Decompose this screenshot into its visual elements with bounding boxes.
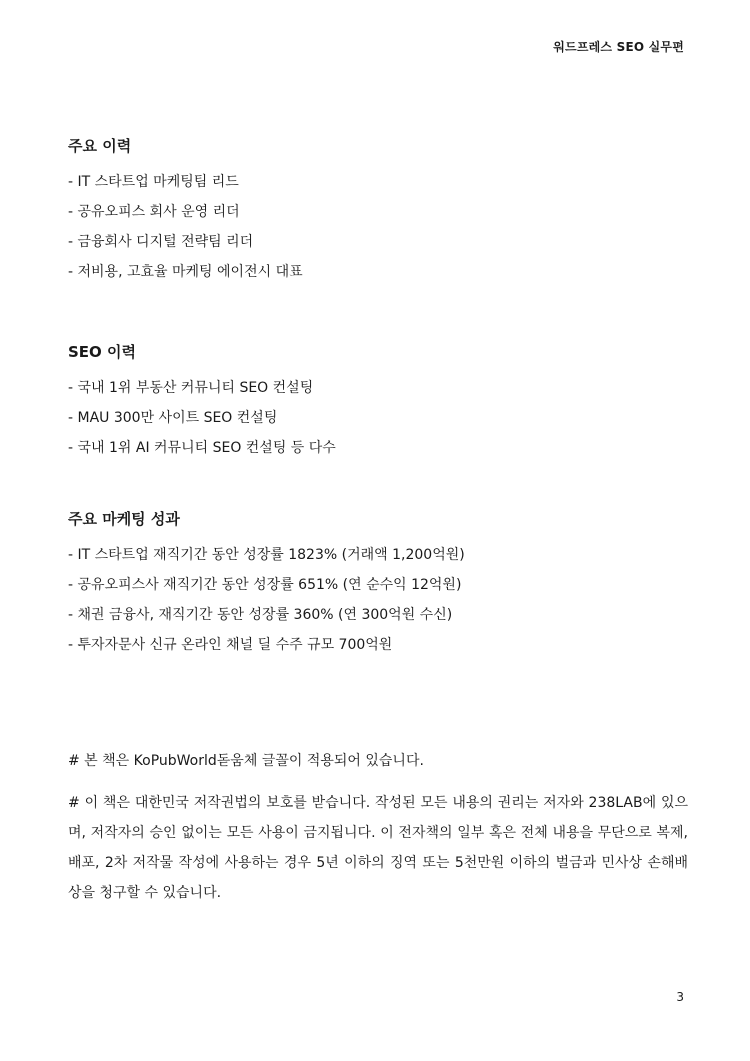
marketing-item: - 채권 금융사, 재직기간 동안 성장률 360% (연 300억원 수신) [68,607,453,623]
seo-item: - 국내 1위 부동산 커뮤니티 SEO 컨설팅 [68,380,314,396]
copyright-notice: # 이 책은 대한민국 저작권법의 보호를 받습니다. 작성된 모든 내용의 권리는 저자와 238LAB에 있으며, 저작자의 승인 없이는 모든 사용이 금지됩니다. 이 전자책의 일부 혹은 전체 내용을 무단으로 복제, 배포, 2차 저작물 작성에 사용하는 경우 5년 이하의 징역 또는 5천만원 이하의 벌금과 민사상 손해배상을 청구할 수 있습니다. [68,795,688,901]
marketing-item: - 공유오피스사 재직기간 동안 성장률 651% (연 순수익 12억원) [68,577,462,593]
marketing-section [68,507,688,660]
seo-section [68,340,688,463]
career-item: - 공유오피스 회사 운영 리더 [68,204,240,220]
page-number: 3 [676,990,684,1004]
seo-section-title: SEO 이력 [68,343,137,361]
career-section-title: 주요 이력 [68,137,132,155]
running-header-title: 워드프레스 SEO 실무편 [553,40,684,54]
marketing-section-title: 주요 마케팅 성과 [68,510,180,528]
career-item: - 금융회사 디지털 전략팀 리더 [68,234,254,250]
career-item: - IT 스타트업 마케팅팀 리드 [68,174,239,190]
marketing-item: - 투자자문사 신규 온라인 채널 딜 수주 규모 700억원 [68,637,393,653]
career-section [68,134,688,287]
seo-item: - MAU 300만 사이트 SEO 컨설팅 [68,410,278,426]
font-notice: # 본 책은 KoPubWorld돋움체 글꼴이 적용되어 있습니다. [68,753,424,769]
career-item: - 저비용, 고효율 마케팅 에이전시 대표 [68,264,303,280]
marketing-item: - IT 스타트업 재직기간 동안 성장률 1823% (거래액 1,200억원) [68,547,465,563]
seo-item: - 국내 1위 AI 커뮤니티 SEO 컨설팅 등 다수 [68,440,336,456]
